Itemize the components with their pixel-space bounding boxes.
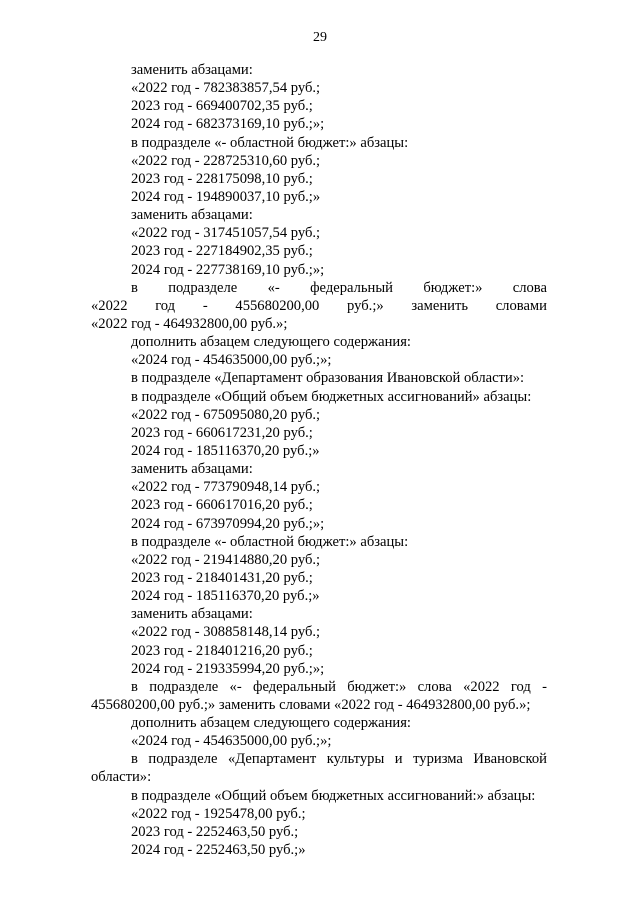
- word: в: [131, 751, 138, 768]
- text-line: 2024 год - 2252463,50 руб.;»: [131, 842, 306, 859]
- word: Ивановской: [473, 751, 547, 768]
- text-line: 2023 год - 228175098,10 руб.;: [131, 170, 313, 187]
- text-line: 2023 год - 218401431,20 руб.;: [131, 569, 313, 586]
- text-line: в подразделе «- областной бюджет:» абзацы:: [131, 134, 409, 151]
- text-line: [91, 750, 547, 768]
- word: «Департамент: [228, 751, 317, 768]
- text-line: области»:: [91, 769, 152, 786]
- word: -: [542, 678, 547, 695]
- word: в: [131, 678, 138, 695]
- word: год: [155, 297, 176, 314]
- word: «2022: [91, 297, 128, 314]
- text-line: 2023 год - 669400702,35 руб.;: [131, 98, 313, 115]
- text-line: 2023 год - 660617016,20 руб.;: [131, 497, 313, 514]
- word: заменить: [411, 297, 468, 314]
- word: руб.;»: [347, 297, 384, 314]
- text-line: заменить абзацами:: [131, 62, 253, 78]
- text-line: [91, 678, 547, 696]
- text-line: 2024 год - 185116370,20 руб.;»: [131, 442, 320, 459]
- text-line: в подразделе «Общий объем бюджетных ассигнований:» абзацы:: [131, 787, 536, 804]
- text-line: 2024 год - 227738169,10 руб.;»;: [131, 261, 325, 278]
- word: год: [510, 678, 531, 695]
- word: словами: [495, 297, 547, 314]
- text-line: заменить абзацами:: [131, 606, 253, 623]
- text-line: «2022 год - 464932800,00 руб.»;: [91, 315, 288, 332]
- word: слова: [417, 678, 452, 695]
- word: слова: [512, 279, 547, 296]
- text-line: 2023 год - 2252463,50 руб.;: [131, 823, 299, 840]
- word: федеральный: [252, 678, 336, 695]
- text-line: «2022 год - 308858148,14 руб.;: [131, 624, 321, 641]
- word: 455680200,00: [235, 297, 320, 314]
- word: и: [394, 751, 403, 768]
- word: «2022: [463, 678, 500, 695]
- word: федеральный: [310, 279, 393, 296]
- text-line: «2022 год - 675095080,20 руб.;: [131, 406, 321, 423]
- text-line: дополнить абзацем следующего содержания:: [131, 715, 411, 732]
- word: подразделе: [149, 678, 219, 695]
- word: бюджет:»: [423, 279, 483, 296]
- text-line: «2022 год - 219414880,20 руб.;: [131, 551, 321, 568]
- text-line: 2023 год - 660617231,20 руб.;: [131, 424, 313, 441]
- word: -: [202, 297, 208, 314]
- text-line: «2022 год - 228725310,60 руб.;: [131, 152, 321, 169]
- text-line: [91, 297, 547, 315]
- text-line: «2022 год - 773790948,14 руб.;: [131, 479, 321, 496]
- text-line: 2023 год - 218401216,20 руб.;: [131, 642, 313, 659]
- text-line: 2024 год - 219335994,20 руб.;»;: [131, 660, 325, 677]
- text-line: «2024 год - 454635000,00 руб.;»;: [131, 352, 332, 369]
- word: «-: [229, 678, 242, 695]
- word: «-: [267, 279, 280, 296]
- word: культуры: [326, 751, 385, 768]
- text-line: в подразделе «Департамент образования Ивановской области»:: [131, 370, 525, 387]
- text-line: заменить абзацами:: [131, 207, 253, 224]
- text-line: дополнить абзацем следующего содержания:: [131, 334, 411, 351]
- word: в: [131, 279, 138, 296]
- text-line: «2022 год - 317451057,54 руб.;: [131, 225, 321, 242]
- word: туризма: [413, 751, 463, 768]
- text-line: «2022 год - 782383857,54 руб.;: [131, 80, 321, 97]
- text-line: 455680200,00 руб.;» заменить словами «2022 год - 464932800,00 руб.»;: [91, 696, 531, 713]
- text-line: [91, 279, 547, 297]
- text-line: 2023 год - 227184902,35 руб.;: [131, 243, 313, 260]
- page-number: 29: [313, 30, 327, 45]
- word: подразделе: [148, 751, 218, 768]
- text-line: в подразделе «- областной бюджет:» абзацы:: [131, 533, 409, 550]
- text-line: «2022 год - 1925478,00 руб.;: [131, 805, 306, 822]
- text-line: 2024 год - 185116370,20 руб.;»: [131, 588, 320, 605]
- text-line: 2024 год - 673970994,20 руб.;»;: [131, 515, 325, 532]
- text-line: «2024 год - 454635000,00 руб.;»;: [131, 733, 332, 750]
- word: бюджет:»: [347, 678, 407, 695]
- word: подразделе: [168, 279, 238, 296]
- document-body: [91, 61, 547, 859]
- text-line: в подразделе «Общий объем бюджетных ассигнований» абзацы:: [131, 388, 532, 405]
- text-line: 2024 год - 682373169,10 руб.;»;: [131, 116, 325, 133]
- text-line: заменить абзацами:: [131, 461, 253, 478]
- text-line: 2024 год - 194890037,10 руб.;»: [131, 188, 321, 205]
